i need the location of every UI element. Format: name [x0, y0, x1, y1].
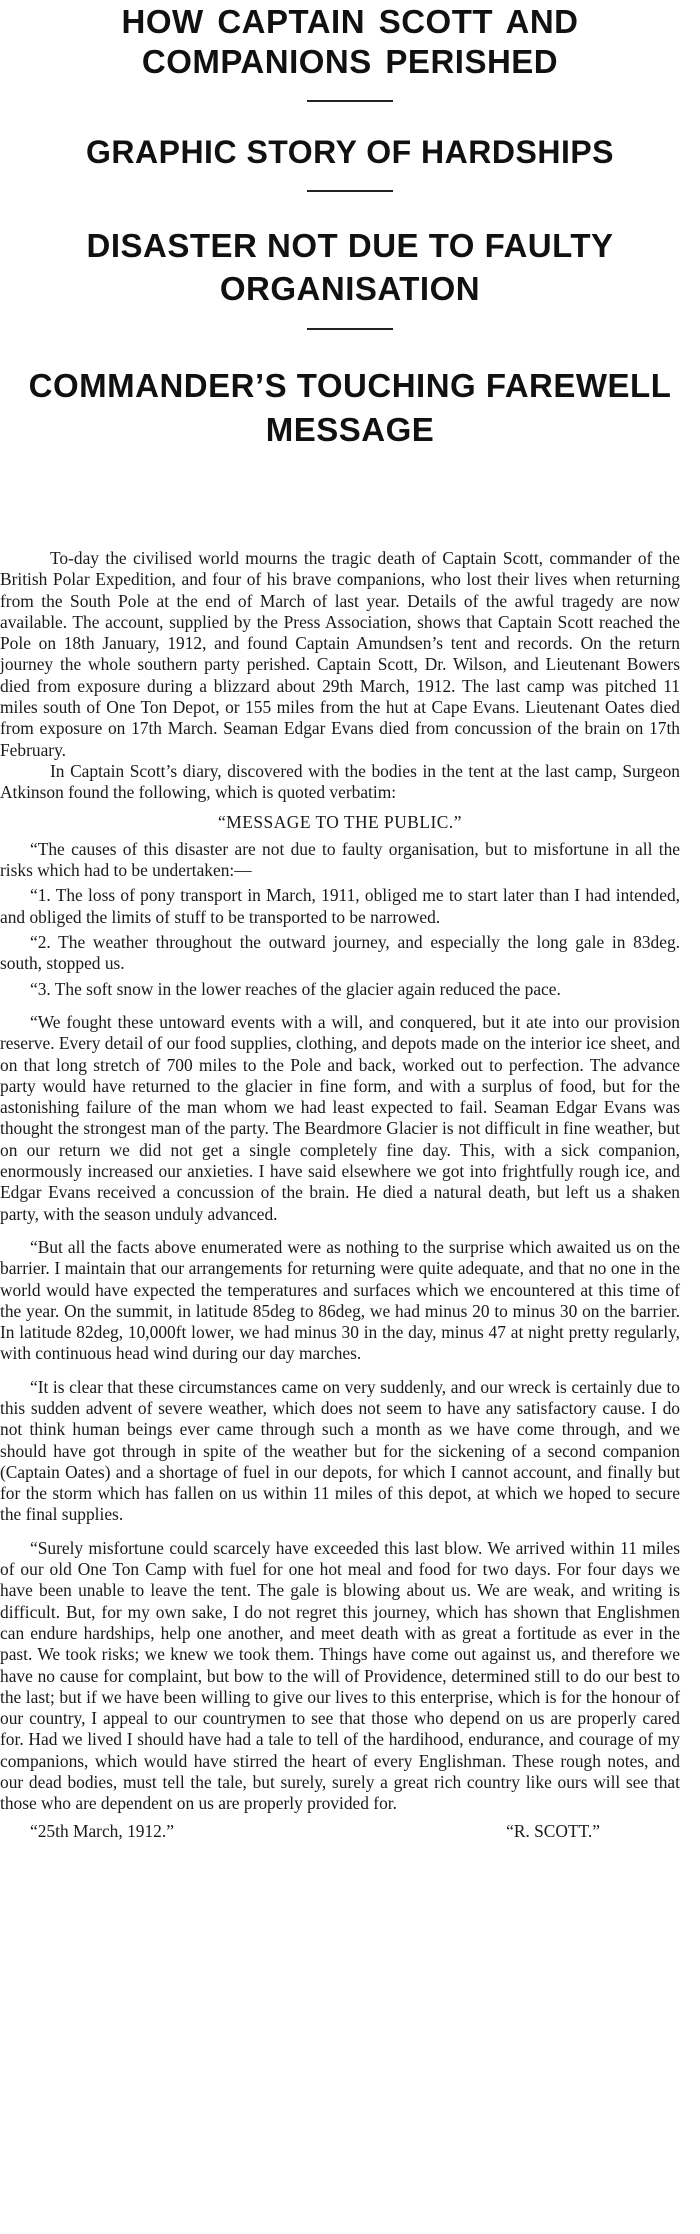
- message-list-item: “1. The loss of pony transport in March, 1911, obliged me to start later than I had intended, and obliged the limits of stuff to be transported to be narrowed.: [0, 885, 680, 927]
- divider-rule: [307, 100, 393, 102]
- message-paragraph: “But all the facts above enumerated were as nothing to the surprise which awaited us on the barrier. I maintain that our arrangements for returning were quite adequate, and that no one in the world would have expected the temperatures and surfaces which we encountered at this time of the year. On the summit, in latitude 85deg to 86deg, we had minus 20 to minus 30 on the barrier. In latitude 82deg, 10,000ft lower, we had minus 30 in the day, minus 47 at night pretty regularly, with continuous head wind during our day marches.: [0, 1236, 680, 1364]
- message-paragraph: “Surely misfortune could scarcely have exceeded this last blow. We arrived within 11 miles of our old One Ton Camp with fuel for one hot meal and food for two days. For four days we have been unable to leave the tent. The gale is blowing about us. We are weak, and writing is difficult. But, for my own sake, I do not regret this journey, which has shown that Englishmen can endure hardships, help one another, and meet death with as great a fortitude as ever in the past. We took risks; we knew we took them. Things have come out against us, and therefore we have no cause for complaint, but bow to the will of Providence, determined still to do our best to the last; but if we have been willing to give our lives to this enterprise, which is for the honour of our country, I appeal to our countrymen to see that those who depend on us are properly cared for. Had we lived I should have had a tale to tell of the hardihood, endurance, and courage of my companions, which would have stirred the heart of every Englishman. These rough notes, and our dead bodies, must tell the tale, but surely, surely a great rich country like ours will see that those who are dependent on us are properly provided for.: [0, 1537, 680, 1814]
- signoff: [0, 1815, 680, 1842]
- headline-sub-disaster: DISASTER NOT DUE TO FAULTY ORGANISATION: [86, 227, 614, 307]
- article-body: [0, 548, 680, 1842]
- signoff-date: “25th March, 1912.”: [30, 1820, 174, 1841]
- intro-paragraph: In Captain Scott’s diary, discovered with the bodies in the tent at the last camp, Surgeon Atkinson found the following, which is quoted verbatim:: [0, 760, 680, 803]
- message-intro: “The causes of this disaster are not due to faulty organisation, but to misfortune in all the risks which had to be undertaken:—: [0, 838, 680, 881]
- divider-rule: [307, 190, 393, 192]
- intro-paragraph: To-day the civilised world mourns the tragic death of Captain Scott, commander of the British Polar Expedition, and four of his brave companions, who lost their lives when returning from the South Pole at the end of March of last year. Details of the awful tragedy are now available. The account, supplied by the Press Association, shows that Captain Scott reached the Pole on 18th January, 1912, and found Captain Amundsen’s tent and records. On the return journey the whole southern party perished. Captain Scott, Dr. Wilson, and Lieutenant Bowers died from exposure during a blizzard about 29th March, 1912. The last camp was pitched 11 miles south of One Ton Depot, or 155 miles from the hut at Cape Evans. Lieutenant Oates died from exposure on 17th March. Seaman Edgar Evans died from concussion of the brain on 17th February.: [0, 548, 680, 760]
- headline-sub-hardships: GRAPHIC STORY OF HARDSHIPS: [85, 134, 615, 170]
- message-paragraph: “We fought these untoward events with a will, and conquered, but it ate into our provision reserve. Every detail of our food supplies, clothing, and depots made on the interior ice sheet, and on that long stretch of 700 miles to the Pole and back, worked out to perfection. The advance party would have returned to the glacier in fine form, and with a surplus of food, but for the astonishing failure of the man whom we had least expected to fail. Seaman Edgar Evans was thought the strongest man of the party. The Beardmore Glacier is not difficult in fine weather, but on our return we did not get a single completely fine day. This, with a sick companion, enormously increased our anxieties. I have said elsewhere we got into frightfully rough ice, and Edgar Evans received a concussion of the brain. He died a natural death, but left us a shaken party, with the season unduly advanced.: [0, 1011, 680, 1224]
- signoff-name: “R. SCOTT.”: [506, 1820, 600, 1841]
- message-paragraph: “It is clear that these circumstances came on very suddenly, and our wreck is certainly due to this sudden advent of severe weather, which does not seem to have any satisfactory cause. I do not think human beings ever came through such a month as we have come through, and we should have got through in spite of the weather but for the sickening of a second companion (Captain Oates) and a shortage of fuel in our depots, for which I cannot account, and finally but for the storm which has fallen on us within 11 miles of this depot, at which we hoped to secure the final supplies.: [0, 1376, 680, 1525]
- headline-sub-farewell: COMMANDER’S TOUCHING FAREWELL MESSAGE: [28, 367, 672, 448]
- message-heading: “MESSAGE TO THE PUBLIC.”: [218, 811, 462, 832]
- divider-rule: [307, 328, 393, 330]
- message-list-item: “2. The weather throughout the outward journey, and especially the long gale in 83deg. south, stopped us.: [0, 932, 680, 974]
- message-list-item: “3. The soft snow in the lower reaches of the glacier again reduced the pace.: [30, 978, 561, 999]
- headline-main: HOW CAPTAIN SCOTT AND COMPANIONS PERISHED: [121, 3, 579, 80]
